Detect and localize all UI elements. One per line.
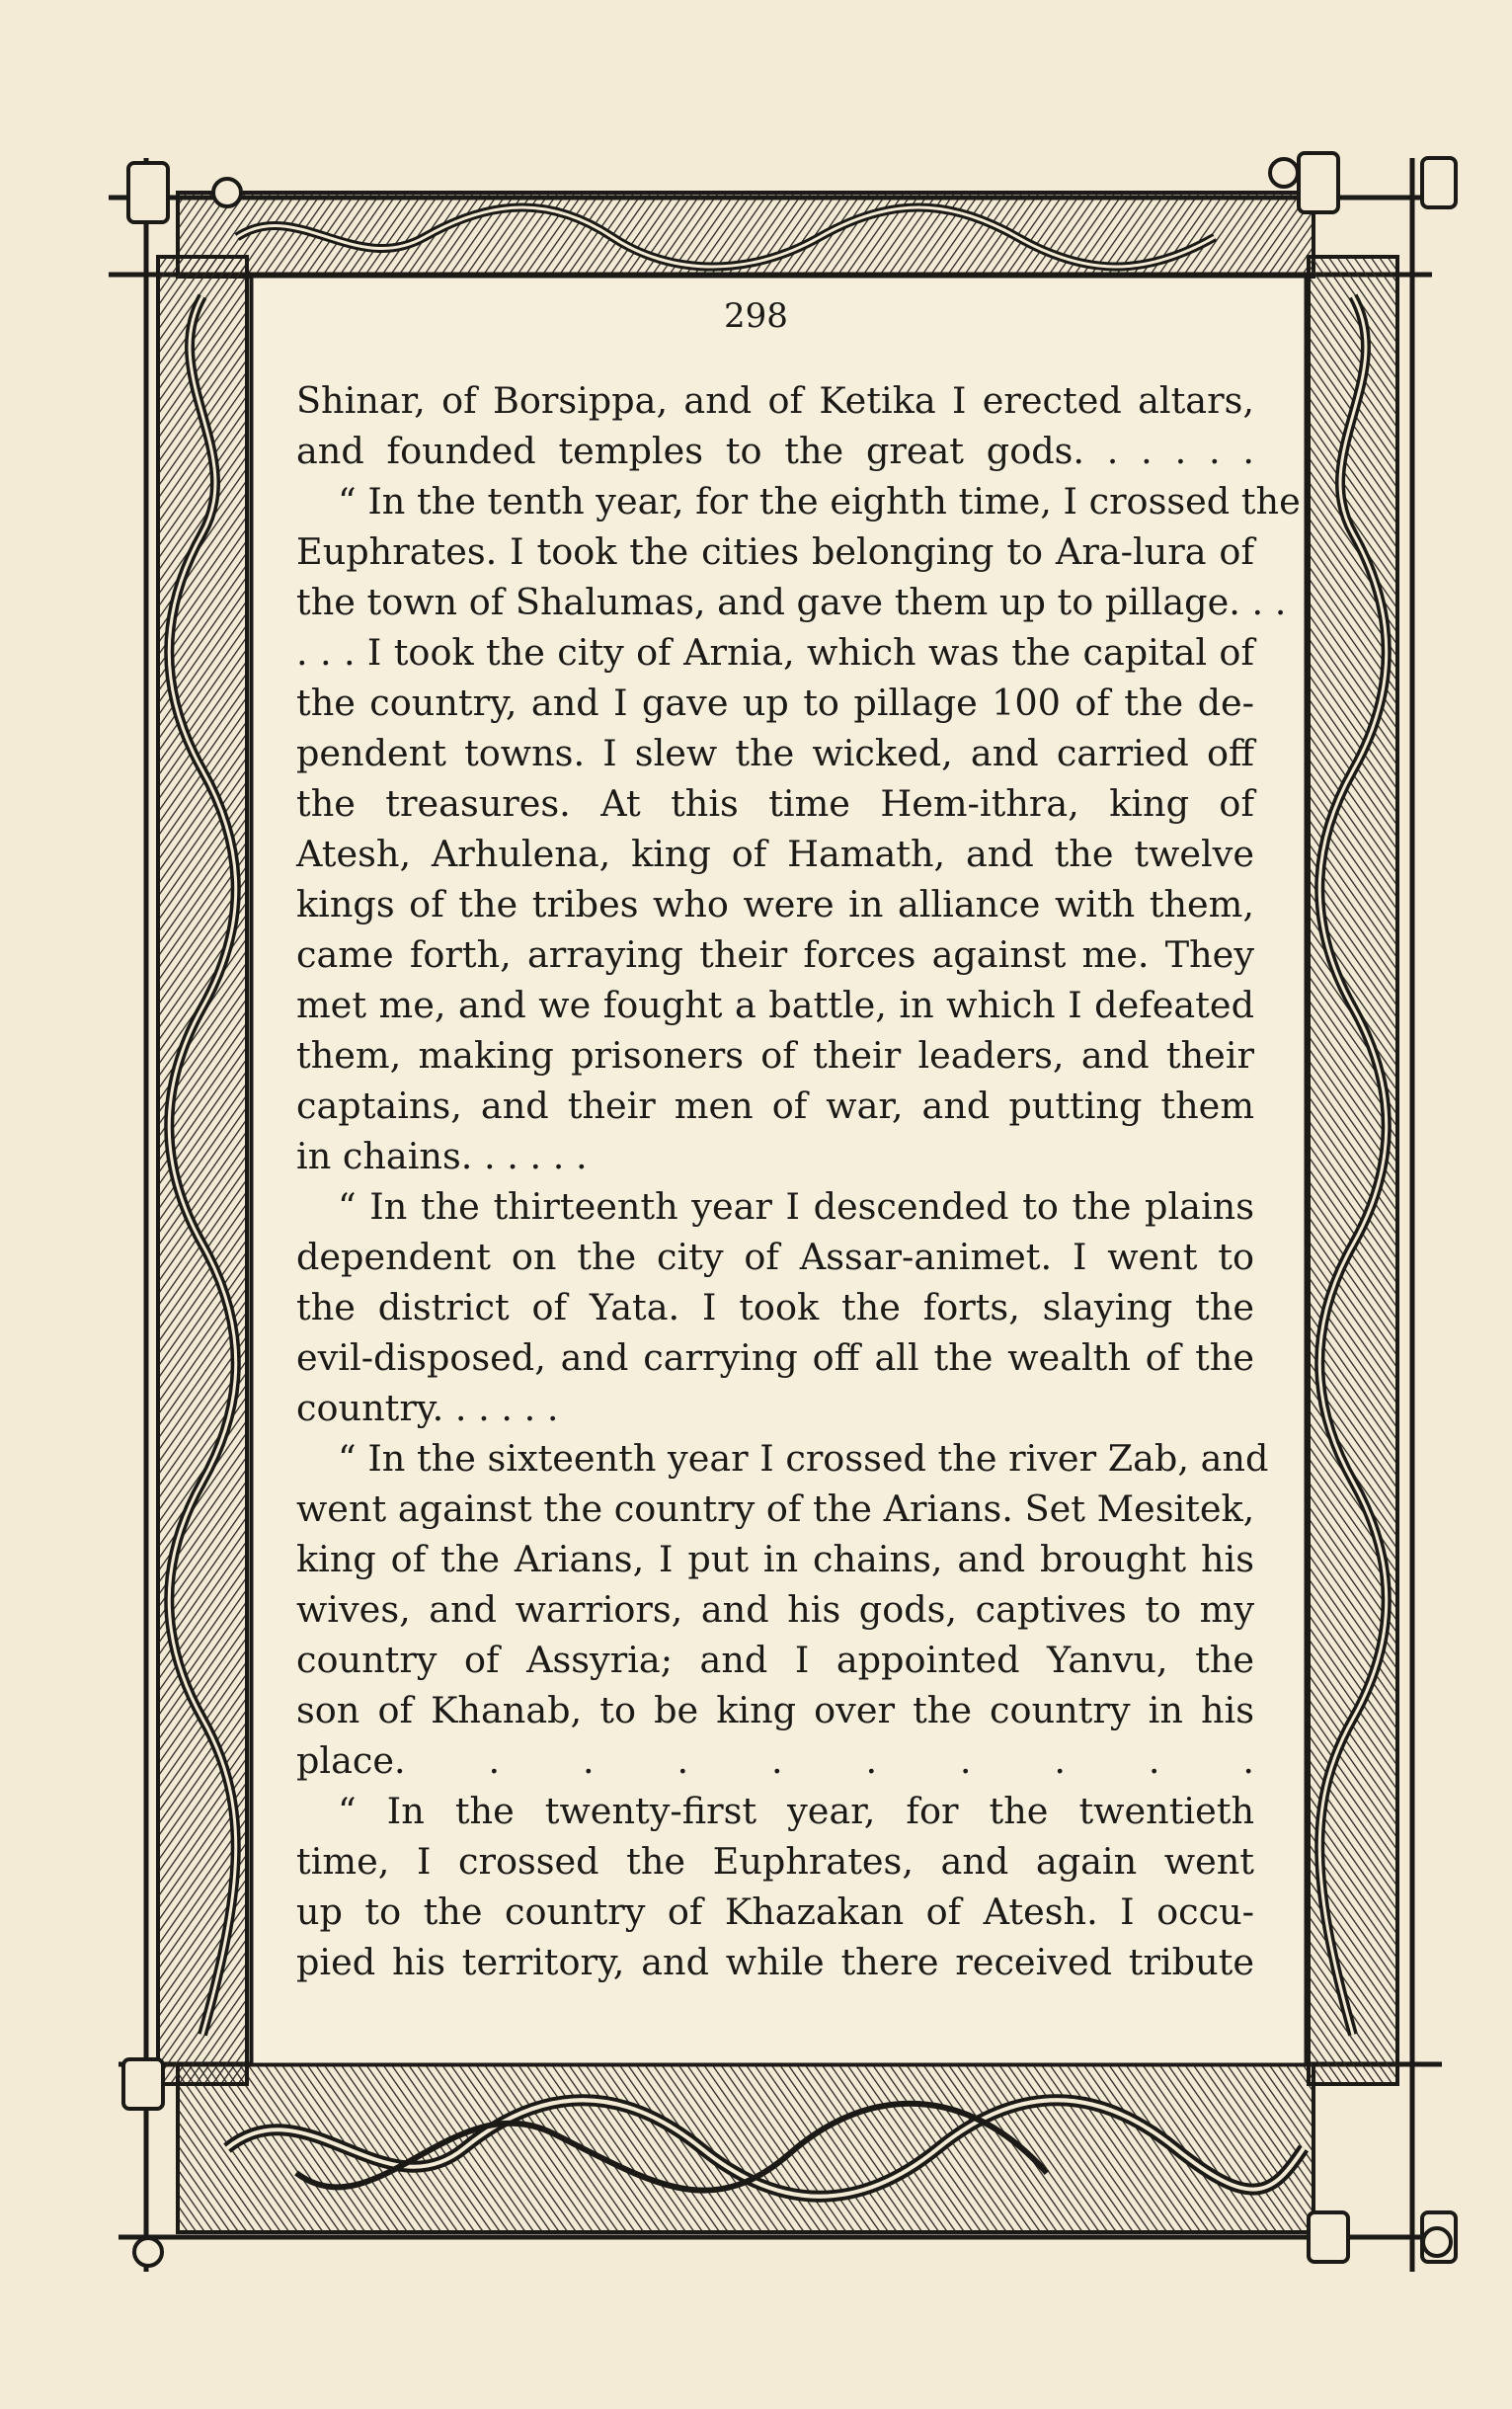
text-line: captains, and their men of war, and putting them [296,1084,1254,1127]
text-line: up to the country of Khazakan of Atesh. I occu- [296,1890,1254,1933]
text-line: wives, and warriors, and his gods, captives to my [296,1588,1254,1631]
top-border-band [109,193,1432,277]
text-line: time, I crossed the Euphrates, and again went [296,1840,1254,1883]
body-text [296,375,1301,1987]
text-line: pendent towns. I slew the wicked, and carried off [296,732,1254,774]
text-line: kings of the tribes who were in alliance with them, [296,883,1254,925]
text-line: king of the Arians, I put in chains, and brought his [296,1538,1254,1580]
text-line: “ In the sixteenth year I crossed the river Zab, and [338,1437,1269,1480]
text-line: country. . . . . . [296,1387,559,1429]
text-line: the country, and I gave up to pillage 100 of the de- [296,682,1254,724]
text-line: came forth, arraying their forces against me. They [296,933,1254,976]
text-line: dependent on the city of Assar-animet. I went to [296,1236,1254,1278]
bottom-border-band [119,2064,1442,2237]
text-line: Shinar, of Borsippa, and of Ketika I erected altars, [296,379,1254,422]
right-border-column [1306,158,1412,2272]
text-line: “ In the thirteenth year I descended to the plains [338,1185,1254,1228]
text-line: son of Khanab, to be king over the country in his [296,1689,1254,1731]
text-line: “ In the tenth year, for the eighth time, I crossed the [338,480,1301,522]
text-line: pied his territory, and while there received tribute [296,1941,1254,1983]
text-line: met me, and we fought a battle, in which I defeated [296,984,1254,1026]
text-line: went against the country of the Arians. Set Mesitek, [296,1487,1255,1530]
text-line: “ In the twenty-first year, for the twentieth [338,1790,1254,1832]
text-line: evil-disposed, and carrying off all the wealth of the [296,1336,1254,1379]
text-line: the district of Yata. I took the forts, slaying the [296,1286,1254,1328]
page-number: 298 [724,296,788,336]
text-line: in chains. . . . . . [296,1135,588,1177]
text-line: . . . I took the city of Arnia, which was the capital of [296,631,1254,674]
text-line: Atesh, Arhulena, king of Hamath, and the twelve [296,833,1254,875]
text-line: Euphrates. I took the cities belonging to Ara-lura of [296,530,1254,573]
text-line: the treasures. At this time Hem-ithra, king of [296,782,1254,825]
text-line: and founded temples to the great gods. . . . . . [296,430,1254,472]
text-line: them, making prisoners of their leaders, and their [296,1034,1254,1077]
left-border-column [146,158,252,2272]
text-line: the town of Shalumas, and gave them up to pillage. . . [296,581,1287,623]
text-line: place. . . . . . . . . . [296,1739,1254,1782]
text-line: country of Assyria; and I appointed Yanvu, the [296,1639,1254,1681]
